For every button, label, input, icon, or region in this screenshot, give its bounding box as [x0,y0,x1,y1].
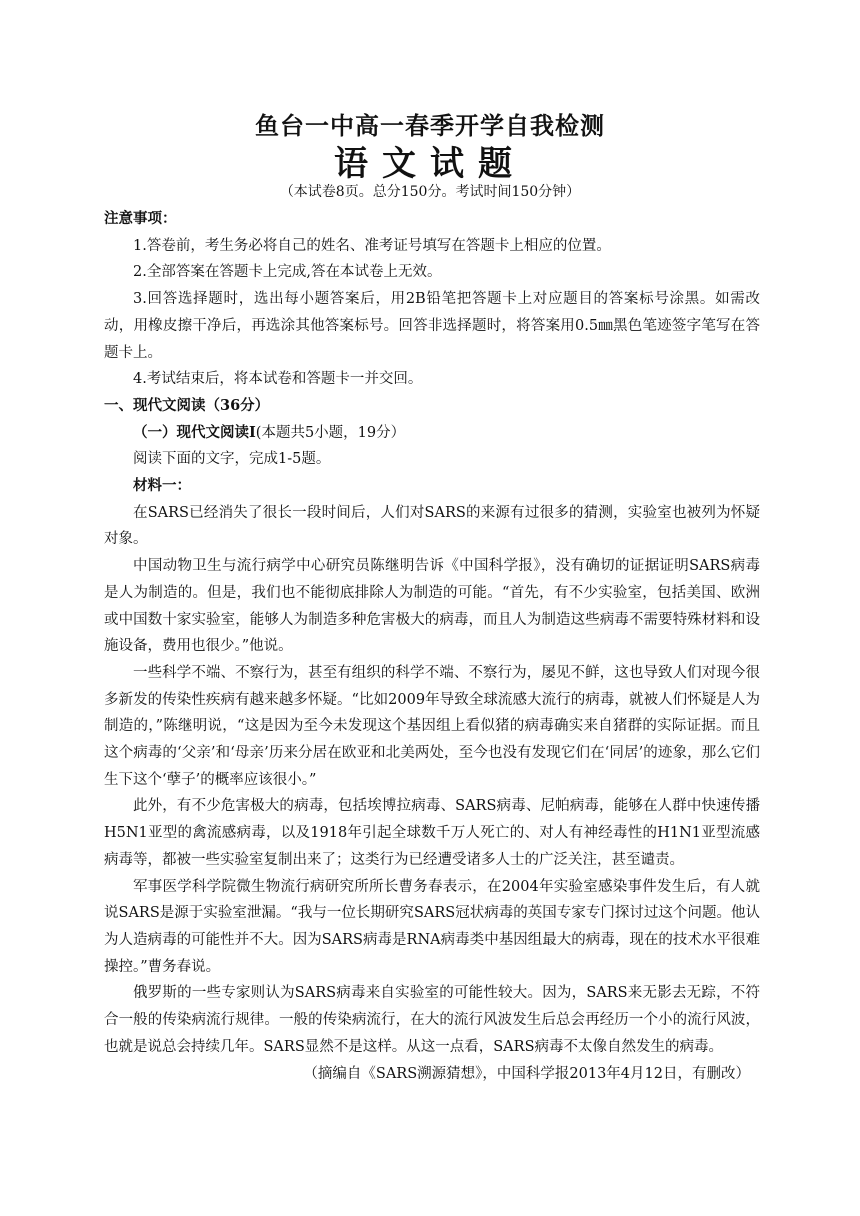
material-paragraph: 中国动物卫生与流行病学中心研究员陈继明告诉《中国科学报》，没有确切的证据证明SARS病毒是人为制造的。但是，我们也不能彻底排除人为制造的可能。“首先，有不少实验室，包括美国、欧洲或中国数十家实验室，能够人为制造多种危害极大的病毒，而且人为制造这些病毒不需要特殊材料和设施设备，费用也很少。”他说。 [104,558,760,655]
material-paragraph: 一些科学不端、不察行为，甚至有组织的科学不端、不察行为，屡见不鲜，这也导致人们对现今很多新发的传染性疾病有越来越多怀疑。“比如2009年导致全球流感大流行的病毒，就被人们怀疑是人为制造的，”陈继明说，“这是因为至今未发现这个基因组上看似猪的病毒确实来自猪群的实际证据。而且这个病毒的‘父亲’和‘母亲’历来分居在欧亚和北美两处，至今也没有发现它们在‘同居’的迹象，那么它们生下这个‘孽子’的概率应该很小。” [104,664,760,788]
material-paragraph: 在SARS已经消失了很长一段时间后，人们对SARS的来源有过很多的猜测，实验室也被列为怀疑对象。 [104,504,760,548]
section-heading: 一、现代文阅读（36分） [104,396,270,414]
notes-heading: 注意事项： [104,210,177,227]
exam-info: （本试卷8页。总分150分。考试时间150分钟） [279,184,581,200]
note-item: 4.考试结束后，将本试卷和答题卡一并交回。 [133,371,423,388]
material-paragraph: 俄罗斯的一些专家则认为SARS病毒来自实验室的可能性较大。因为，SARS来无影去无踪，不符合一般的传染病流行规律。一般的传染病流行，在大的流行风波发生后总会再经历一个小的流行风波，也就是说总会持续几年。SARS显然不是这样。从这一点看，SARS病毒不太像自然发生的病毒。 [104,985,760,1055]
note-item: 2.全部答案在答题卡上完成,答在本试卷上无效。 [133,264,442,281]
note-item: 1.答卷前，考生务必将自己的姓名、准考证号填写在答题卡上相应的位置。 [133,237,611,254]
note-item: 3.回答选择题时，选出每小题答案后，用2B铅笔把答题卡上对应题目的答案标号涂黑。如需改动，用橡皮擦干净后，再选涂其他答案标号。回答非选择题时，将答案用0.5㎜黑色笔迹签字笔写在答题卡上。 [104,291,760,361]
part-label: （一）现代文阅读Ⅰ [133,423,256,441]
subject-title: 语文试题 [334,144,526,184]
material-paragraph: 此外，有不少危害极大的病毒，包括埃博拉病毒、SARS病毒、尼帕病毒，能够在人群中快速传播H5N1亚型的禽流感病毒，以及1918年引起全球数千万人死亡的、对人有神经毒性的H1N1亚型流感病毒等，都被一些实验室复制出来了；这类行为已经遭受诸多人士的广泛关注，甚至谴责。 [104,798,760,868]
school-title: 鱼台一中高一春季开学自我检测 [255,111,605,140]
reading-instruction: 阅读下面的文字，完成1-5题。 [133,451,331,468]
part-info: (本题共5小题，19分） [255,424,406,441]
material-label: 材料一： [133,477,191,495]
material-paragraph: 军事医学科学院微生物流行病研究所所长曹务春表示，在2004年实验室感染事件发生后，有人就说SARS是源于实验室泄漏。“我与一位长期研究SARS冠状病毒的英国专家专门探讨过这个问题。他认为人造病毒的可能性并不大。因为SARS病毒是RNA病毒类中基因组最大的病毒，现在的技术水平很难操控。”曹务春说。 [104,878,760,975]
document-body [104,206,760,1087]
part-heading [104,420,760,447]
source-citation: （摘编自《SARS溯源猜想》，中国科学报2013年4月12日，有删改） [303,1065,750,1082]
